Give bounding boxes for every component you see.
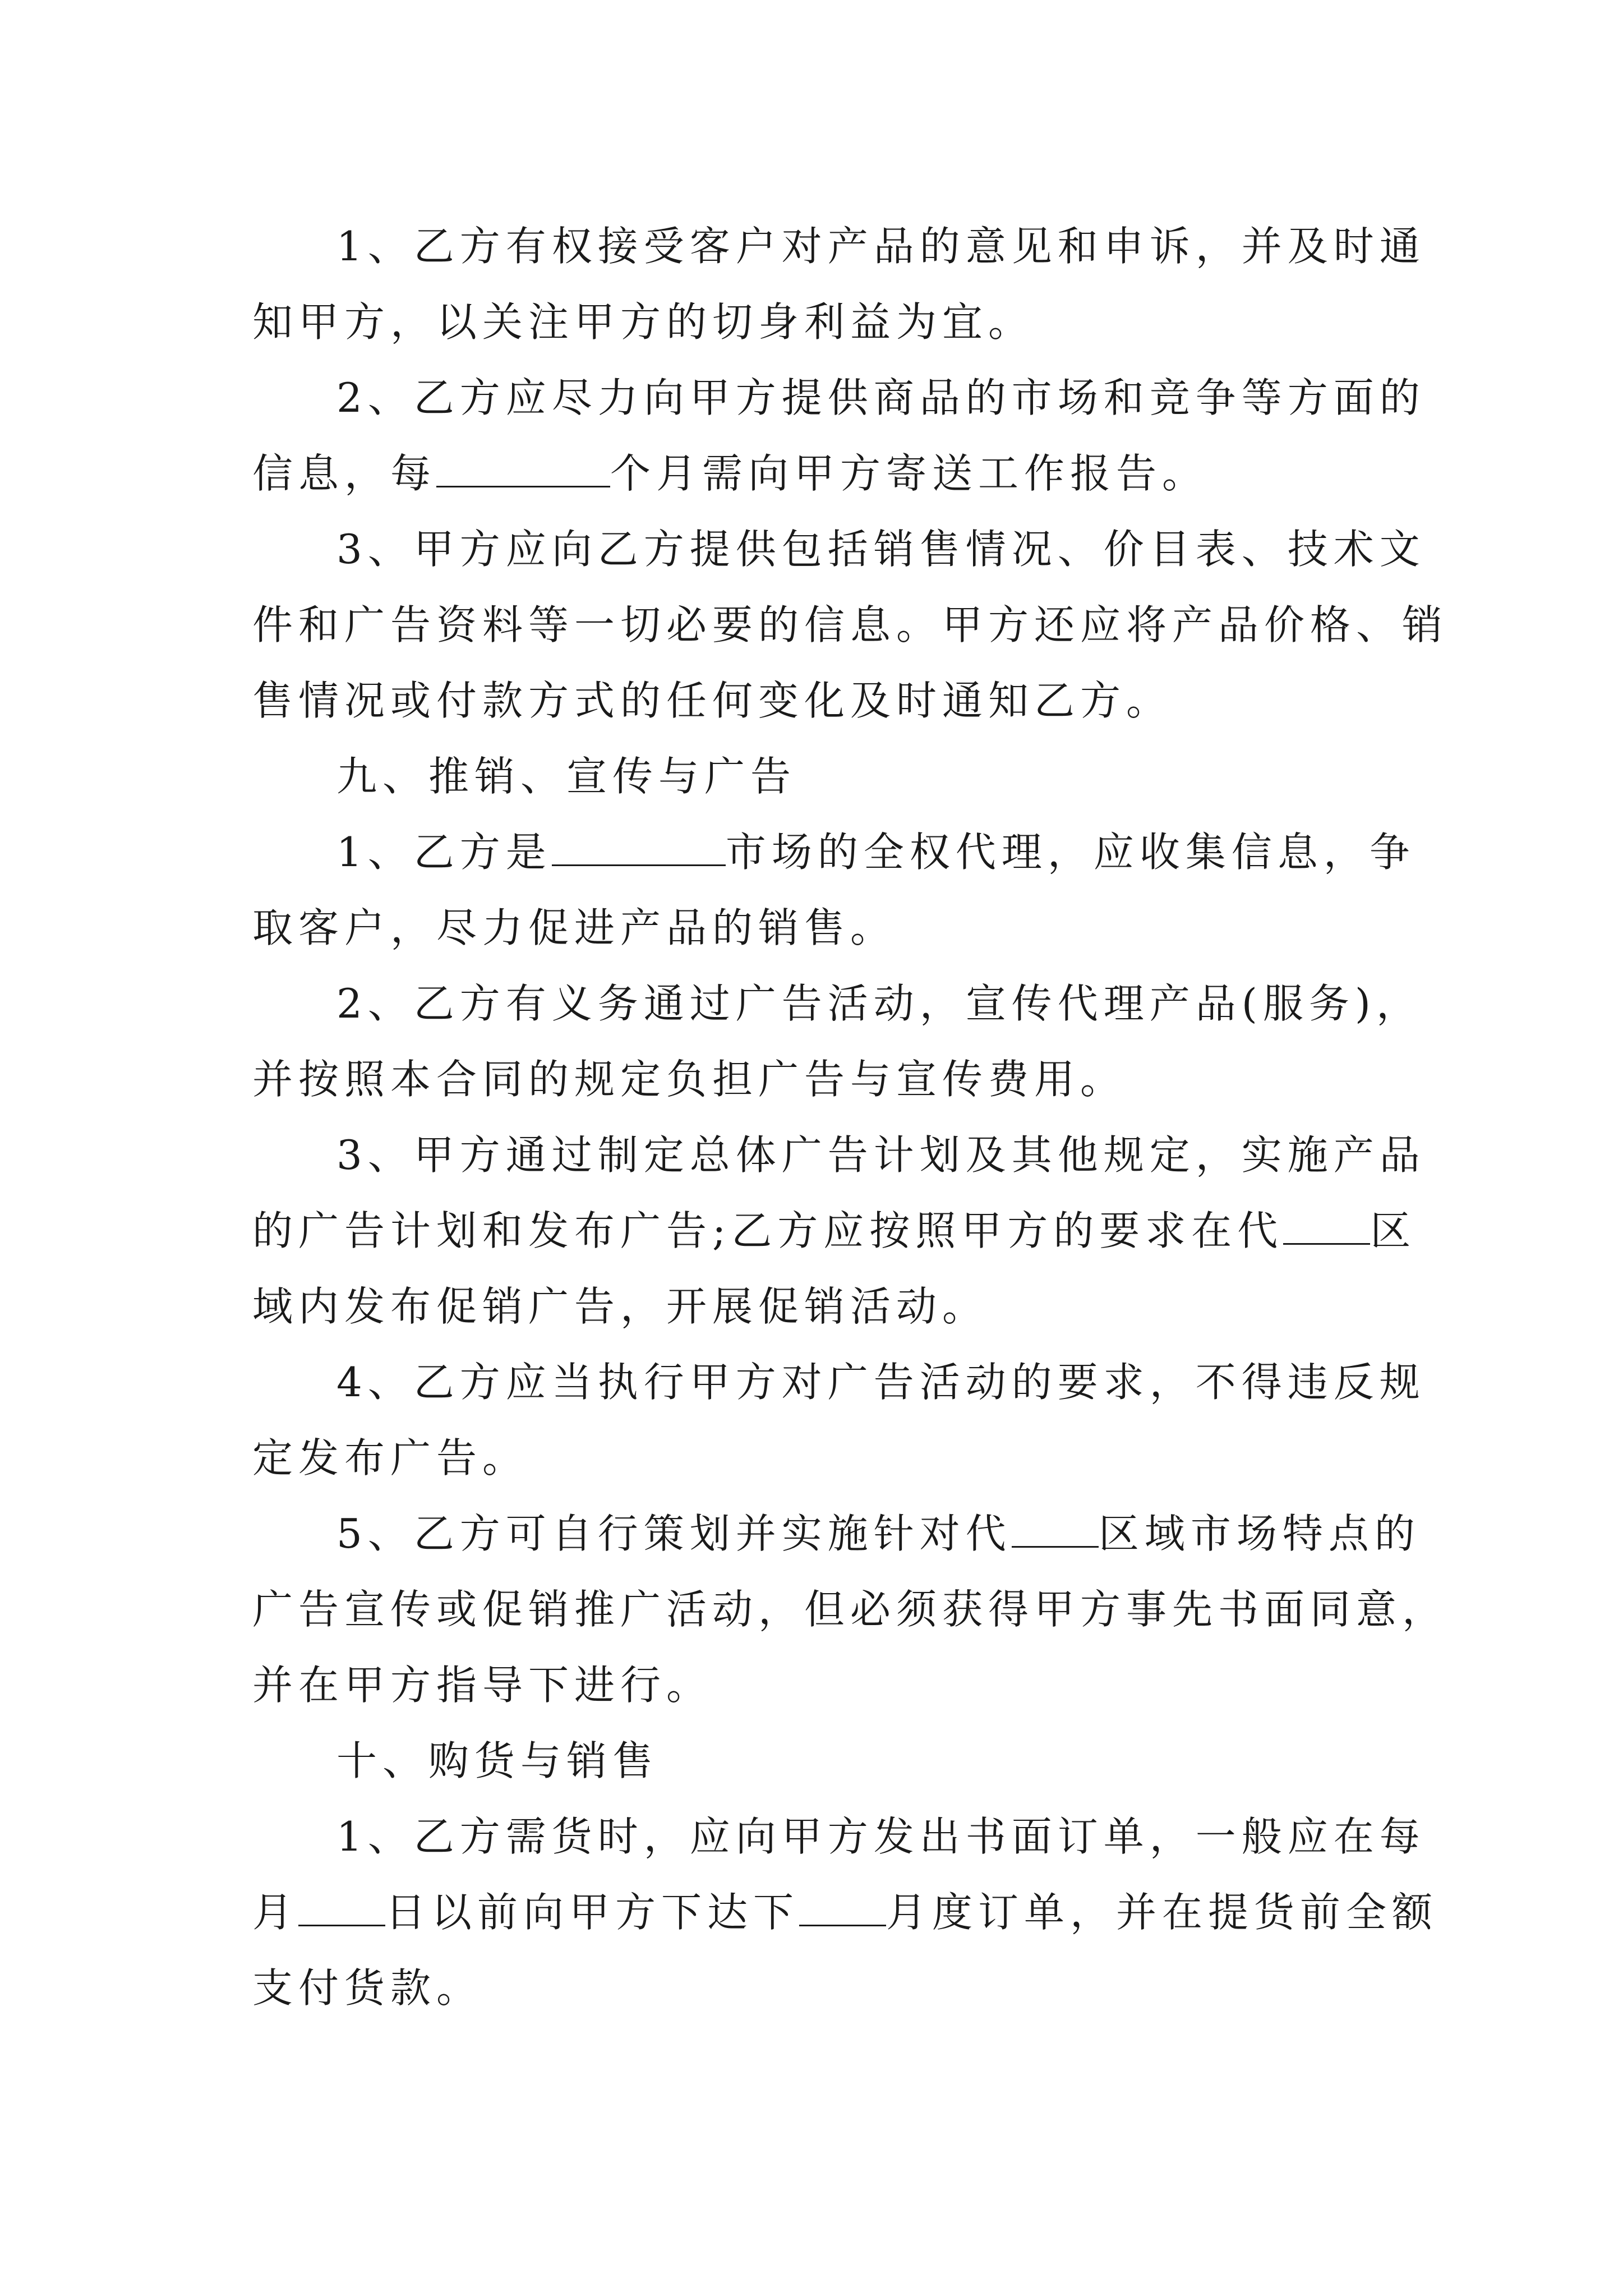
fill-in-blank: [298, 1891, 385, 1926]
clause-9-2-line-2: 并按照本合同的规定负担广告与宣传费用。: [252, 1056, 1127, 1103]
clause-1-line-1: 1、乙方有权接受客户对产品的意见和申诉，并及时通: [336, 223, 1426, 270]
document-page: [252, 209, 1449, 2026]
clause-1-line-2: 知甲方，以关注甲方的切身利益为宜。: [252, 298, 1035, 346]
clause-9-5-line-2: 广告宣传或促销推广活动，但必须获得甲方事先书面同意，: [252, 1586, 1449, 1633]
clause-10-1-line-3: 支付货款。: [252, 1964, 483, 2012]
clause-9-3-line-3: 域内发布促销广告，开展促销活动。: [252, 1283, 989, 1330]
clause-9-2-line-1: 2、乙方有义务通过广告活动，宣传代理产品(服务)，: [336, 980, 1422, 1027]
fill-in-blank: [799, 1891, 886, 1926]
clause-9-3-line-2: 的广告计划和发布广告;乙方应按照甲方的要求在代 区: [252, 1207, 1417, 1254]
clause-9-3-line-1: 3、甲方通过制定总体广告计划及其他规定，实施产品: [336, 1131, 1426, 1179]
clause-3-line-1: 3、甲方应向乙方提供包括销售情况、价目表、技术文: [336, 526, 1426, 573]
fill-in-blank: [436, 452, 610, 487]
fill-in-blank: [1012, 1512, 1099, 1548]
section-heading-10: 十、购货与销售: [336, 1737, 659, 1784]
section-heading-9: 九、推销、宣传与广告: [336, 753, 797, 800]
clause-2-line-1: 2、乙方应尽力向甲方提供商品的市场和竞争等方面的: [336, 374, 1426, 421]
clause-3-line-3: 售情况或付款方式的任何变化及时通知乙方。: [252, 677, 1173, 724]
clause-9-1-line-1: 1、乙方是 市场的全权代理，应收集信息，争: [336, 829, 1415, 876]
clause-9-5-line-1: 5、乙方可自行策划并实施针对代 区域市场特点的: [336, 1510, 1421, 1557]
clause-2-line-2: 信息，每 个月需向甲方寄送工作报告。: [252, 450, 1209, 497]
fill-in-blank: [1283, 1209, 1370, 1245]
clause-9-4-line-1: 4、乙方应当执行甲方对广告活动的要求，不得违反规: [336, 1359, 1426, 1406]
clause-10-1-line-2: 月 日以前向甲方下达下 月度订单，并在提货前全额: [252, 1889, 1438, 1936]
clause-9-5-line-3: 并在甲方指导下进行。: [252, 1662, 713, 1709]
clause-9-1-line-2: 取客户，尽力促进产品的销售。: [252, 904, 897, 951]
clause-3-line-2: 件和广告资料等一切必要的信息。甲方还应将产品价格、销: [252, 601, 1449, 648]
fill-in-blank: [552, 831, 726, 866]
clause-9-4-line-2: 定发布广告。: [252, 1434, 529, 1481]
clause-10-1-line-1: 1、乙方需货时，应向甲方发出书面订单，一般应在每: [336, 1813, 1426, 1860]
